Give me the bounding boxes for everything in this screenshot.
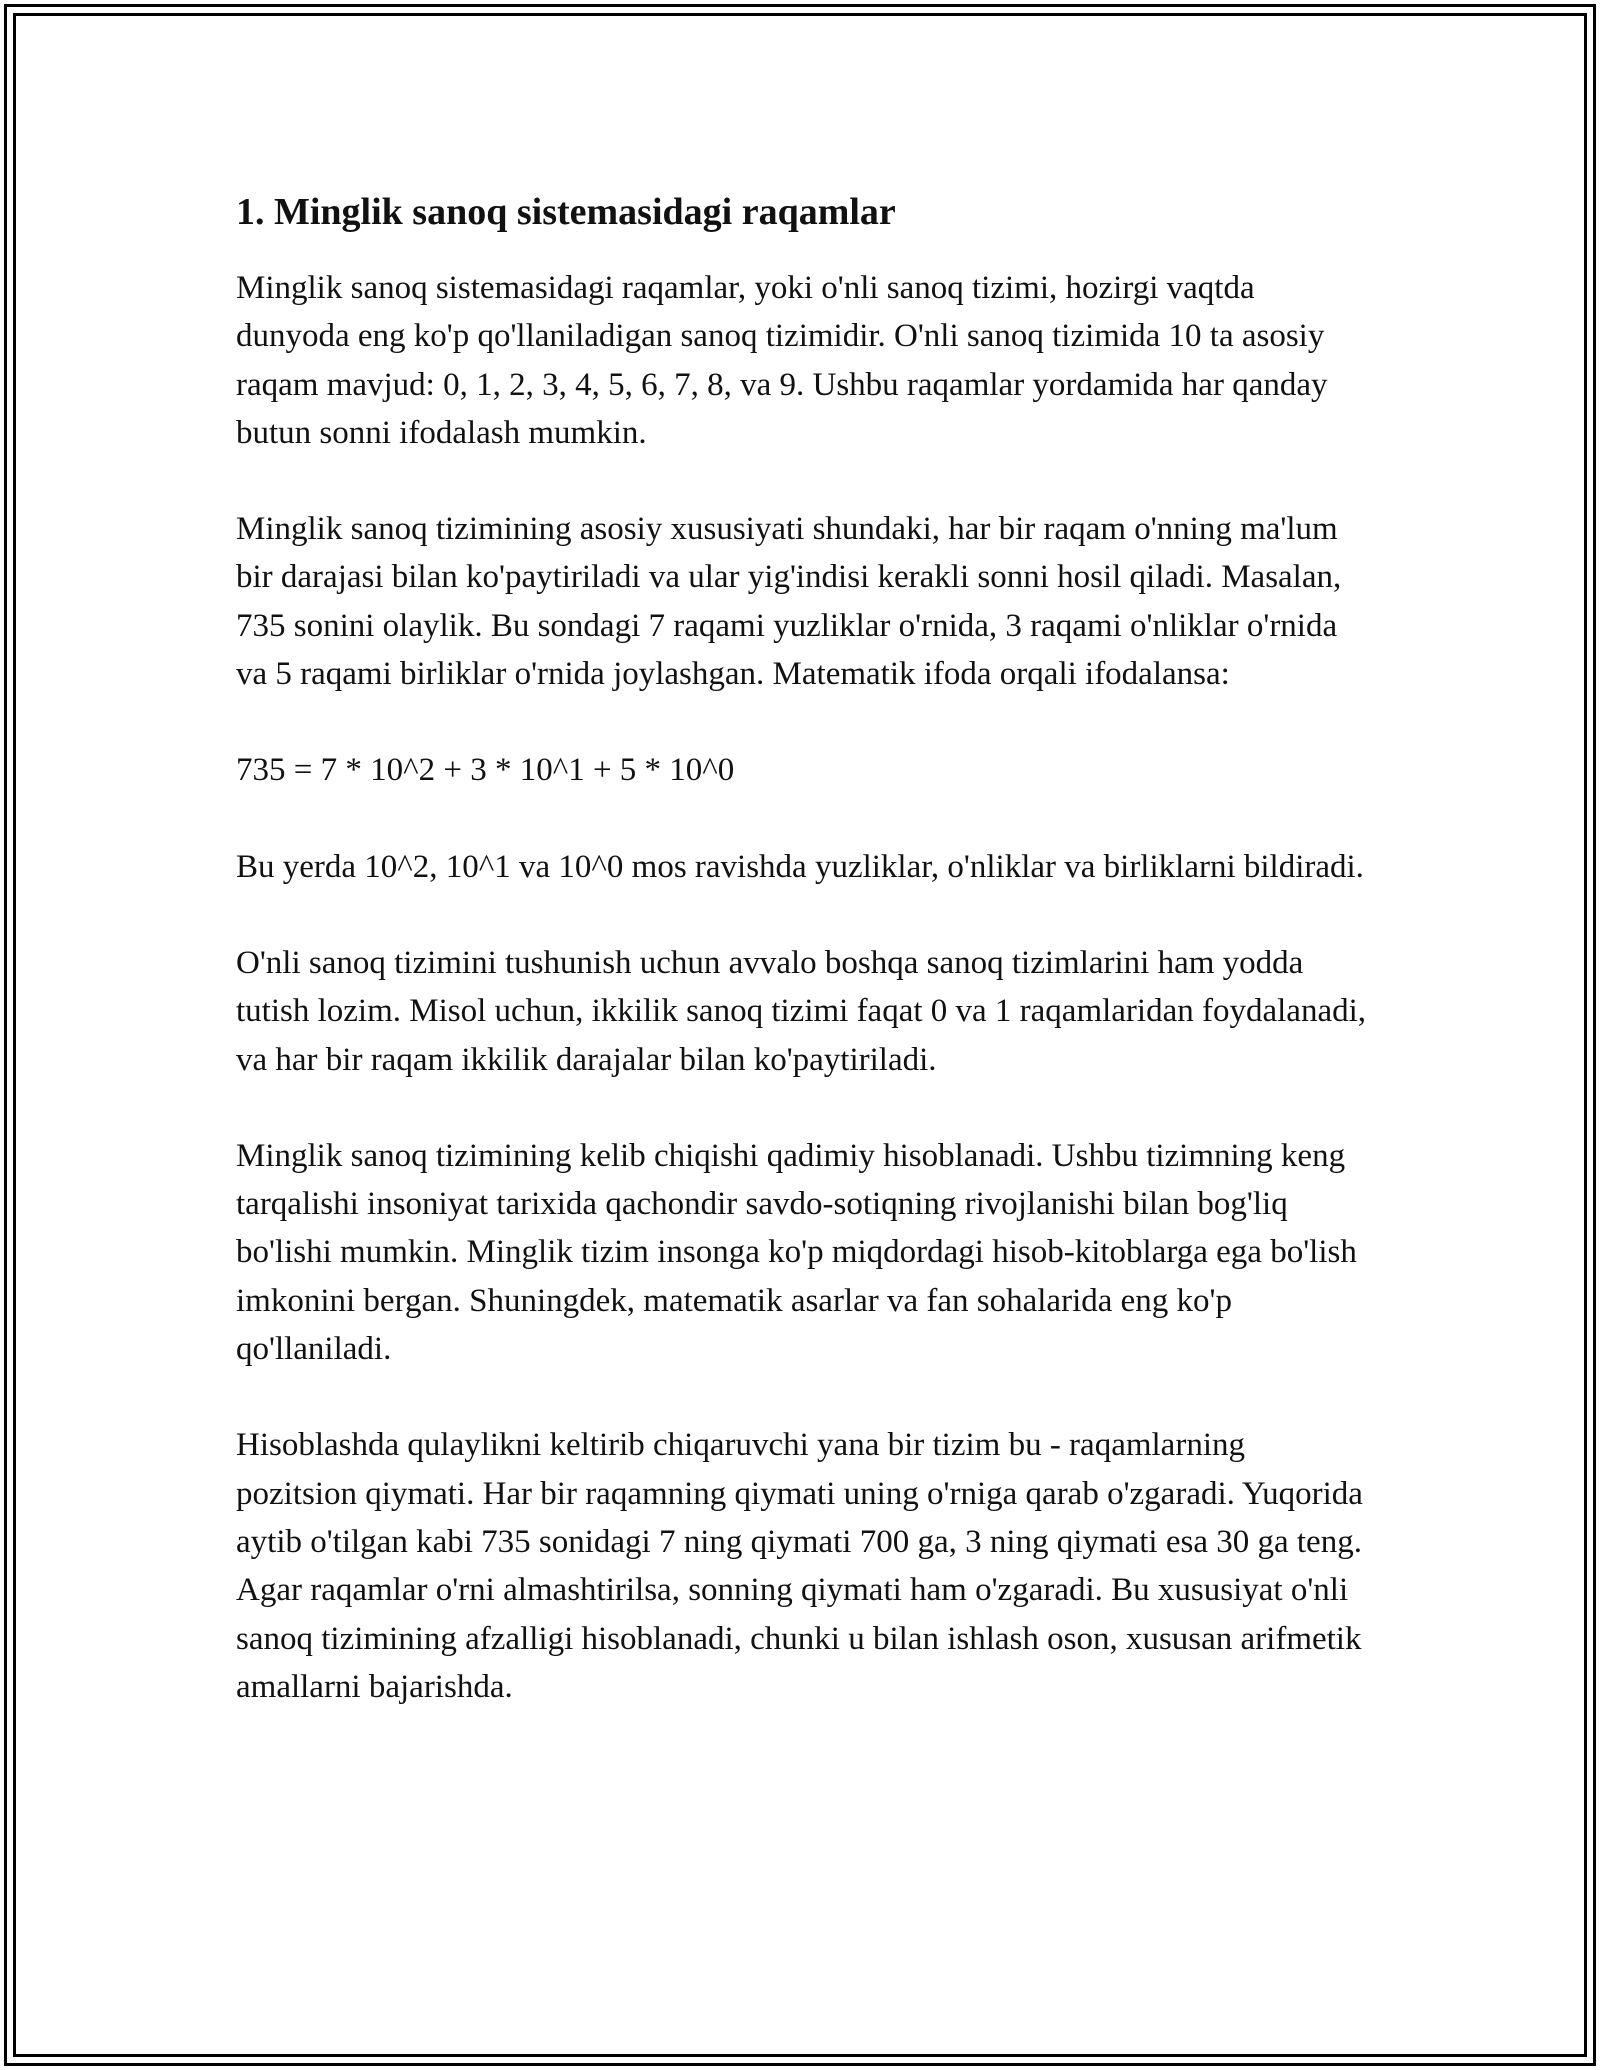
paragraph-origin: Minglik sanoq tizimining kelib chiqishi qadimiy hisoblanadi. Ushbu tizimning keng tarqalishi insoniyat tarixida qachondir savdo-sotiqning rivojlanishi bilan bog'liq bo'lishi mumkin. Minglik tizim insonga ko'p miqdordagi hisob-kitoblarga ega bo'lish imkonini bergan. Shuningdek, matematik asarlar va fan sohalarida eng ko'p qo'llaniladi. <box>236 1137 1357 1368</box>
paragraph-intro: Minglik sanoq sistemasidagi raqamlar, yoki o'nli sanoq tizimi, hozirgi vaqtda dunyoda eng ko'p qo'llaniladigan sanoq tizimidir. O'nli sanoq tizimida 10 ta asosiy raqam mavjud: 0, 1, 2, 3, 4, 5, 6, 7, 8, va 9. Ushbu raqamlar yordamida har qanday butun sonni ifodalash mumkin. <box>236 270 1328 451</box>
paragraph-positional-value: Hisoblashda qulaylikni keltirib chiqaruvchi yana bir tizim bu - raqamlarning pozitsion qiymati. Har bir raqamning qiymati uning o'rniga qarab o'zgaradi. Yuqorida aytib o'tilgan kabi 735 sonidagi 7 ning qiymati 700 ga, 3 ning qiymati esa 30 ga teng. Agar raqamlar o'rni almashtirilsa, sonning qiymati ham o'zgaradi. Bu xususiyat o'nli sanoq tizimining afzalligi hisoblanadi, chunki u bilan ishlash oson, xususan arifmetik amallarni bajarishda. <box>236 1427 1363 1705</box>
paragraph-binary: O'nli sanoq tizimini tushunish uchun avvalo boshqa sanoq tizimlarini ham yodda tutish lozim. Misol uchun, ikkilik sanoq tizimi faqat 0 va 1 raqamlaridan foydalanadi, va har bir raqam ikkilik darajalar bilan ko'paytiriladi. <box>236 944 1367 1078</box>
section-heading: 1. Minglik sanoq sistemasidagi raqamlar <box>236 191 896 233</box>
paragraph-explanation: Bu yerda 10^2, 10^1 va 10^0 mos ravishda yuzliklar, o'nliklar va birliklarni bildiradi. <box>236 848 1364 885</box>
paragraph-formula: 735 = 7 * 10^2 + 3 * 10^1 + 5 * 10^0 <box>236 752 735 789</box>
paragraph-main-property: Minglik sanoq tizimining asosiy xususiyati shundaki, har bir raqam o'nning ma'lum bir darajasi bilan ko'paytiriladi va ular yig'indisi kerakli sonni hosil qiladi. Masalan, 735 sonini olaylik. Bu sondagi 7 raqami yuzliklar o'rnida, 3 raqami o'nliklar o'rnida va 5 raqami birliklar o'rnida joylashgan. Matematik ifoda orqali ifodalansa: <box>236 511 1342 693</box>
document-body <box>236 186 1366 1759</box>
